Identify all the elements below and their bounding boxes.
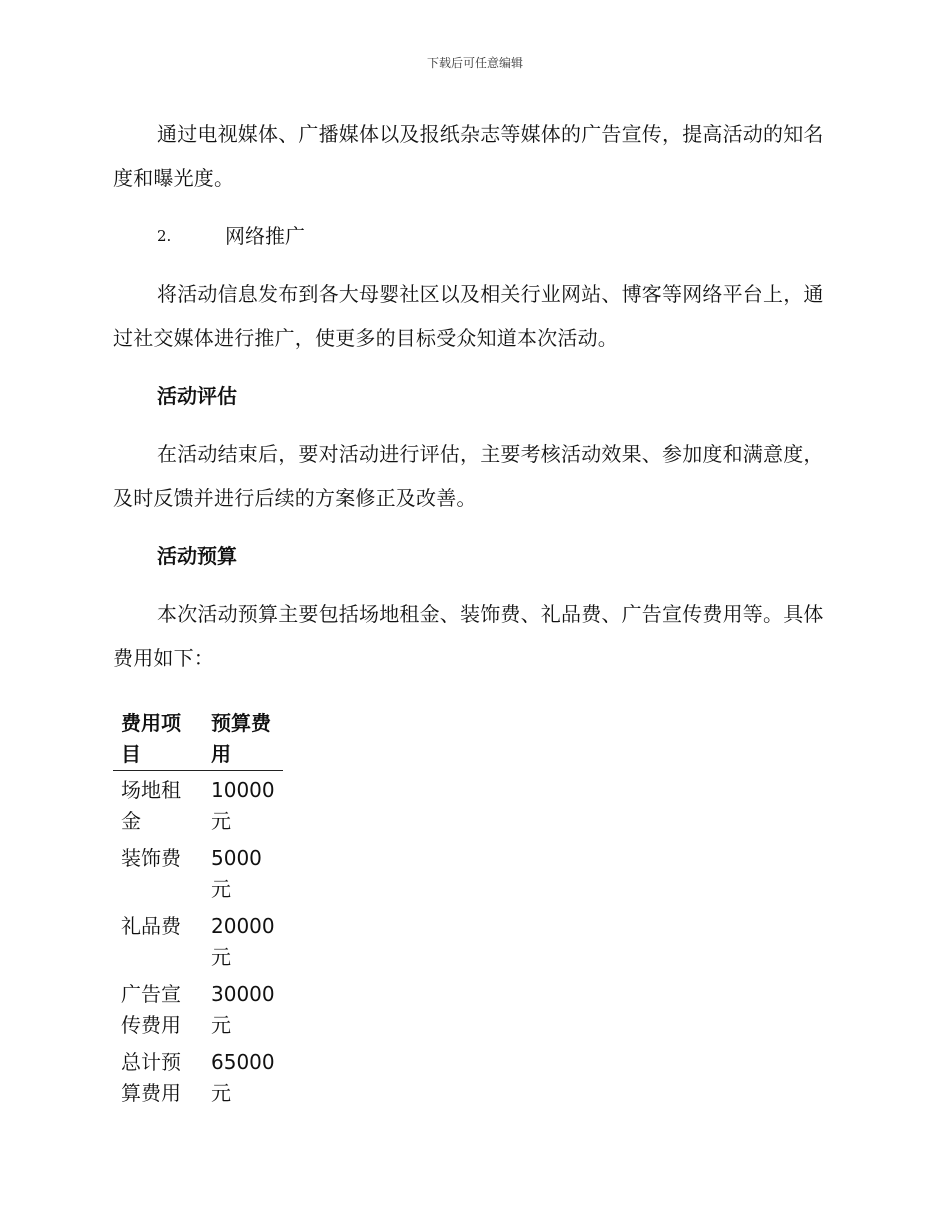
paragraph-media: 通过电视媒体、广播媒体以及报纸杂志等媒体的广告宣传，提高活动的知名度和曝光度。	[113, 122, 824, 190]
table-cell-cost: 5000元	[211, 846, 262, 901]
table-row	[113, 907, 283, 975]
document-body	[113, 112, 833, 1111]
table-cell-item: 礼品费	[121, 914, 181, 938]
budget-table	[113, 708, 283, 1111]
table-row	[113, 771, 283, 840]
table-cell-cost: 65000元	[211, 1050, 275, 1105]
paragraph-evaluation: 在活动结束后，要对活动进行评估，主要考核活动效果、参加度和满意度，及时反馈并进行后续的方案修正及改善。	[113, 442, 824, 510]
table-cell-cost: 20000元	[211, 914, 275, 969]
heading-budget: 活动预算	[157, 544, 237, 568]
paragraph-budget: 本次活动预算主要包括场地租金、装饰费、礼品费、广告宣传费用等。具体费用如下：	[113, 602, 824, 670]
table-header-row	[113, 708, 283, 771]
heading-evaluation: 活动评估	[157, 384, 237, 408]
list-label: 网络推广	[225, 224, 305, 248]
page-header: 下载后可任意编辑	[426, 56, 523, 70]
table-cell-item: 广告宣传费用	[121, 982, 181, 1037]
column-header-item: 费用项目	[113, 708, 203, 771]
table-cell-item: 总计预算费用	[121, 1050, 181, 1105]
column-header-cost: 预算费用	[203, 708, 283, 771]
table-row	[113, 975, 283, 1043]
table-row	[113, 1043, 283, 1111]
paragraph-online: 将活动信息发布到各大母婴社区以及相关行业网站、博客等网络平台上，通过社交媒体进行推广，使更多的目标受众知道本次活动。	[113, 282, 824, 350]
table-cell-cost: 10000元	[211, 778, 275, 833]
table-cell-item: 装饰费	[121, 846, 181, 870]
table-row	[113, 839, 283, 907]
list-number: 2.	[157, 227, 172, 245]
table-cell-item: 场地租金	[121, 778, 181, 833]
list-item-online-promotion	[113, 214, 833, 258]
table-cell-cost: 30000元	[211, 982, 275, 1037]
